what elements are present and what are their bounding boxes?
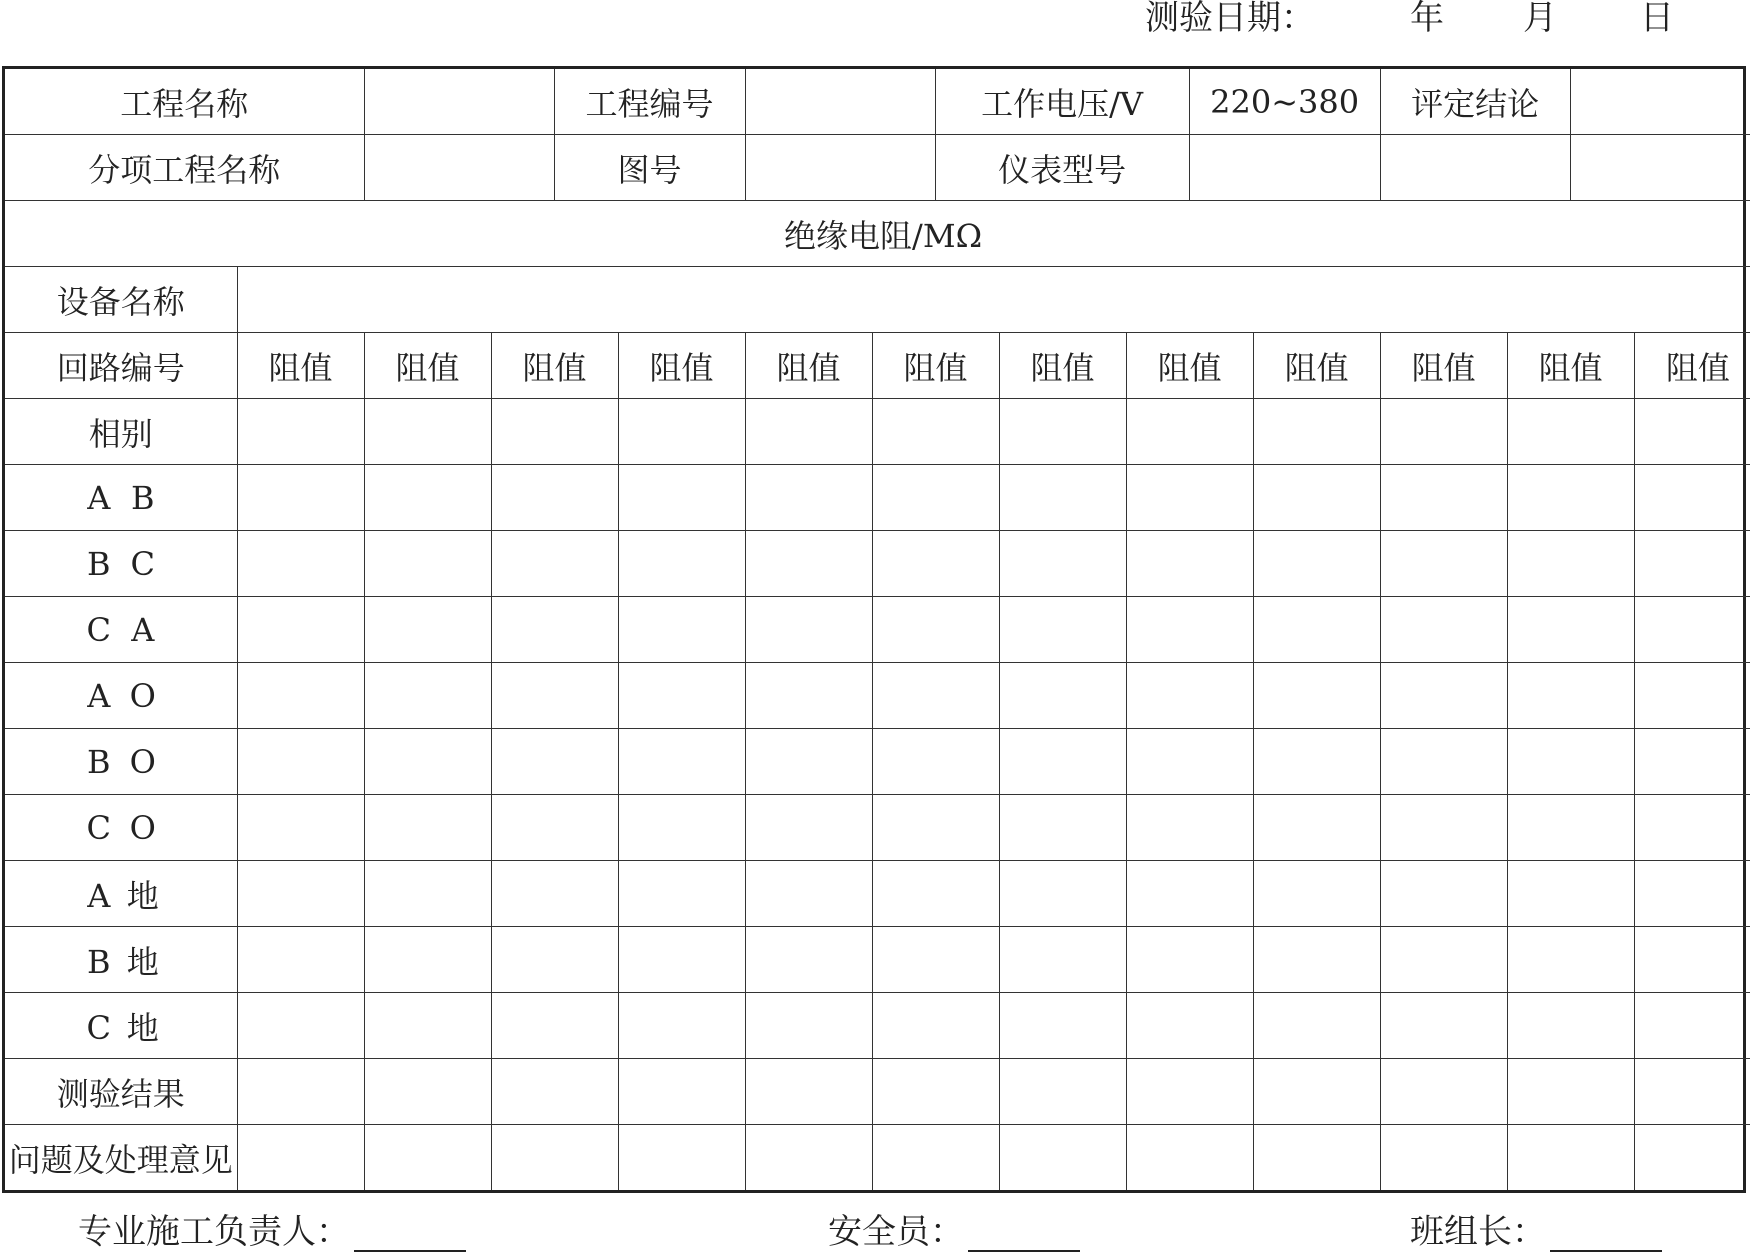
resistance-header-7: 阻值: [999, 333, 1126, 399]
phase-row-9-cell-5[interactable]: [745, 993, 872, 1059]
phase-row-2-cell-2[interactable]: [364, 531, 491, 597]
phase-row-8-cell-11[interactable]: [1507, 927, 1634, 993]
phase-row-8-cell-5[interactable]: [745, 927, 872, 993]
phase-row-1-cell-11[interactable]: [1507, 465, 1634, 531]
phase-row-7-cell-8[interactable]: [1126, 861, 1253, 927]
phase-row-8-cell-6[interactable]: [872, 927, 999, 993]
drawing-number-field[interactable]: [745, 135, 935, 201]
phase-row-3-cell-7[interactable]: [999, 597, 1126, 663]
phase-row-7-cell-2[interactable]: [364, 861, 491, 927]
phase-row-8-cell-10[interactable]: [1380, 927, 1507, 993]
supervisor-signature-blank[interactable]: [354, 1218, 466, 1252]
test-date-label: 测验日期：: [1145, 0, 1315, 38]
phase-row-9-cell-3[interactable]: [491, 993, 618, 1059]
phase-row-8-cell-1[interactable]: [237, 927, 364, 993]
meter-model-field-extra[interactable]: [1380, 135, 1570, 201]
issues-handling-cell-4[interactable]: [618, 1125, 745, 1191]
phase-label-row-cell-3[interactable]: [491, 399, 618, 465]
phase-from: C: [86, 808, 111, 847]
phase-row-8-cell-4[interactable]: [618, 927, 745, 993]
phase-row-3-cell-1[interactable]: [237, 597, 364, 663]
phase-row-5-cell-7[interactable]: [999, 729, 1126, 795]
phase-row-7-cell-6[interactable]: [872, 861, 999, 927]
phase-row-9-cell-10[interactable]: [1380, 993, 1507, 1059]
project-name-field[interactable]: [364, 69, 554, 135]
phase-row-4-cell-7[interactable]: [999, 663, 1126, 729]
phase-row-9-cell-9[interactable]: [1253, 993, 1380, 1059]
form-table: [5, 69, 1750, 1190]
equipment-row: [5, 267, 1750, 333]
test-result-cell-1[interactable]: [237, 1059, 364, 1125]
phase-row-3-cell-9[interactable]: [1253, 597, 1380, 663]
phase-row-3-cell-12[interactable]: [1634, 597, 1750, 663]
phase-pair-label: [5, 663, 237, 729]
phase-pair-label: [5, 795, 237, 861]
day-label: 日: [1640, 0, 1674, 38]
phase-row-9-cell-4[interactable]: [618, 993, 745, 1059]
phase-row-5-cell-2[interactable]: [364, 729, 491, 795]
phase-row-6-cell-10[interactable]: [1380, 795, 1507, 861]
test-result-cell-10[interactable]: [1380, 1059, 1507, 1125]
phase-row-6-cell-8[interactable]: [1126, 795, 1253, 861]
year-label: 年: [1410, 0, 1444, 38]
phase-row-4-cell-9[interactable]: [1253, 663, 1380, 729]
insulation-resistance-form: [2, 66, 1746, 1193]
test-result-cell-6[interactable]: [872, 1059, 999, 1125]
phase-row-4-cell-10[interactable]: [1380, 663, 1507, 729]
phase-row-7-cell-3[interactable]: [491, 861, 618, 927]
test-result-cell-3[interactable]: [491, 1059, 618, 1125]
voltage-value: 220~380: [1189, 69, 1380, 135]
phase-row-6-cell-6[interactable]: [872, 795, 999, 861]
test-result-cell-11[interactable]: [1507, 1059, 1634, 1125]
project-number-label: 工程编号: [554, 69, 745, 135]
issues-handling-cell-5[interactable]: [745, 1125, 872, 1191]
phase-pair-label: [5, 993, 237, 1059]
phase-pair-label: [5, 465, 237, 531]
phase-pair-label: [5, 729, 237, 795]
issues-handling-cell-2[interactable]: [364, 1125, 491, 1191]
phase-row-7-cell-11[interactable]: [1507, 861, 1634, 927]
conclusion-field-extra[interactable]: [1570, 135, 1750, 201]
phase-row-1-cell-9[interactable]: [1253, 465, 1380, 531]
phase-row-1-cell-6[interactable]: [872, 465, 999, 531]
phase-row: [5, 465, 1750, 531]
issues-handling-row: [5, 1125, 1750, 1191]
phase-label-row-cell-8[interactable]: [1126, 399, 1253, 465]
phase-row-5-cell-9[interactable]: [1253, 729, 1380, 795]
phase-row-1-cell-10[interactable]: [1380, 465, 1507, 531]
test-result-cell-7[interactable]: [999, 1059, 1126, 1125]
phase-row-8-cell-2[interactable]: [364, 927, 491, 993]
phase-label-row: [5, 399, 1750, 465]
info-row-2: [5, 135, 1750, 201]
phase-label-row-cell-5[interactable]: [745, 399, 872, 465]
phase-row-3-cell-3[interactable]: [491, 597, 618, 663]
test-result-label: 测验结果: [5, 1059, 237, 1125]
supervisor-label: 专业施工负责人：: [78, 1212, 350, 1252]
phase-row-4-cell-11[interactable]: [1507, 663, 1634, 729]
issues-handling-cell-8[interactable]: [1126, 1125, 1253, 1191]
test-result-cell-2[interactable]: [364, 1059, 491, 1125]
phase-row-6-cell-4[interactable]: [618, 795, 745, 861]
phase-row-5-cell-3[interactable]: [491, 729, 618, 795]
equipment-name-field[interactable]: [237, 267, 1750, 333]
phase-row-3-cell-10[interactable]: [1380, 597, 1507, 663]
phase-row-4-cell-6[interactable]: [872, 663, 999, 729]
month-label: 月: [1523, 0, 1557, 38]
phase-row-2-cell-4[interactable]: [618, 531, 745, 597]
phase-row-3-cell-5[interactable]: [745, 597, 872, 663]
phase-row-5-cell-5[interactable]: [745, 729, 872, 795]
team-leader-signature: [1410, 1212, 1662, 1252]
resistance-header-12: 阻值: [1634, 333, 1750, 399]
phase-from: A: [87, 676, 111, 715]
phase-row: [5, 597, 1750, 663]
phase-row-2-cell-5[interactable]: [745, 531, 872, 597]
safety-officer-label: 安全员：: [828, 1212, 964, 1252]
phase-row-4-cell-1[interactable]: [237, 663, 364, 729]
resistance-header-5: 阻值: [745, 333, 872, 399]
phase-label-row-cell-4[interactable]: [618, 399, 745, 465]
issues-handling-label: 问题及处理意见: [5, 1125, 237, 1191]
phase-row-9-cell-2[interactable]: [364, 993, 491, 1059]
phase-row-5-cell-12[interactable]: [1634, 729, 1750, 795]
phase-row-1-cell-7[interactable]: [999, 465, 1126, 531]
issues-handling-cell-6[interactable]: [872, 1125, 999, 1191]
phase-row: [5, 531, 1750, 597]
phase-label-row-cell-2[interactable]: [364, 399, 491, 465]
resistance-header-1: 阻值: [237, 333, 364, 399]
phase-label: 相别: [5, 399, 237, 465]
sub-project-field[interactable]: [364, 135, 554, 201]
issues-handling-cell-1[interactable]: [237, 1125, 364, 1191]
phase-label-row-cell-12[interactable]: [1634, 399, 1750, 465]
phase-row-7-cell-12[interactable]: [1634, 861, 1750, 927]
sub-project-label: 分项工程名称: [5, 135, 364, 201]
phase-row-4-cell-3[interactable]: [491, 663, 618, 729]
phase-row: [5, 927, 1750, 993]
phase-label-row-cell-10[interactable]: [1380, 399, 1507, 465]
phase-row-7-cell-10[interactable]: [1380, 861, 1507, 927]
section-title-row: [5, 201, 1750, 267]
phase-row-2-cell-10[interactable]: [1380, 531, 1507, 597]
issues-handling-cell-3[interactable]: [491, 1125, 618, 1191]
phase-pair-label: [5, 597, 237, 663]
test-result-cell-4[interactable]: [618, 1059, 745, 1125]
phase-row-9-cell-12[interactable]: [1634, 993, 1750, 1059]
phase-row-1-cell-1[interactable]: [237, 465, 364, 531]
team-leader-label: 班组长：: [1410, 1212, 1546, 1252]
phase-row-6-cell-2[interactable]: [364, 795, 491, 861]
phase-row-4-cell-4[interactable]: [618, 663, 745, 729]
phase-row-6-cell-12[interactable]: [1634, 795, 1750, 861]
phase-to: O: [129, 742, 156, 781]
phase-label-row-cell-1[interactable]: [237, 399, 364, 465]
test-result-cell-8[interactable]: [1126, 1059, 1253, 1125]
phase-row-3-cell-4[interactable]: [618, 597, 745, 663]
phase-row-9-cell-11[interactable]: [1507, 993, 1634, 1059]
phase-row-2-cell-9[interactable]: [1253, 531, 1380, 597]
phase-row-5-cell-4[interactable]: [618, 729, 745, 795]
resistance-header-9: 阻值: [1253, 333, 1380, 399]
project-number-field[interactable]: [745, 69, 935, 135]
safety-officer-signature-blank[interactable]: [968, 1218, 1080, 1252]
phase-row-2-cell-1[interactable]: [237, 531, 364, 597]
phase-label-row-cell-9[interactable]: [1253, 399, 1380, 465]
phase-from: C: [86, 610, 111, 649]
phase-to: O: [129, 676, 156, 715]
phase-row-9-cell-1[interactable]: [237, 993, 364, 1059]
phase-row: [5, 861, 1750, 927]
supervisor-signature: [78, 1212, 466, 1252]
phase-label-row-cell-11[interactable]: [1507, 399, 1634, 465]
phase-row-2-cell-11[interactable]: [1507, 531, 1634, 597]
phase-row-6-cell-7[interactable]: [999, 795, 1126, 861]
phase-row-1-cell-5[interactable]: [745, 465, 872, 531]
phase-row-4-cell-2[interactable]: [364, 663, 491, 729]
phase-row-5-cell-8[interactable]: [1126, 729, 1253, 795]
equipment-name-label: 设备名称: [5, 267, 237, 333]
phase-row-6-cell-1[interactable]: [237, 795, 364, 861]
issues-handling-cell-10[interactable]: [1380, 1125, 1507, 1191]
phase-label-row-cell-6[interactable]: [872, 399, 999, 465]
phase-row-4-cell-5[interactable]: [745, 663, 872, 729]
phase-row-7-cell-5[interactable]: [745, 861, 872, 927]
phase-row: [5, 729, 1750, 795]
phase-row-2-cell-12[interactable]: [1634, 531, 1750, 597]
phase-row-5-cell-11[interactable]: [1507, 729, 1634, 795]
issues-handling-cell-12[interactable]: [1634, 1125, 1750, 1191]
phase-row-6-cell-3[interactable]: [491, 795, 618, 861]
phase-row-2-cell-3[interactable]: [491, 531, 618, 597]
circuit-number-row: [5, 333, 1750, 399]
phase-row-1-cell-3[interactable]: [491, 465, 618, 531]
test-result-row: [5, 1059, 1750, 1125]
phase-row-5-cell-10[interactable]: [1380, 729, 1507, 795]
phase-row-9-cell-8[interactable]: [1126, 993, 1253, 1059]
phase-row-1-cell-8[interactable]: [1126, 465, 1253, 531]
phase-row-7-cell-7[interactable]: [999, 861, 1126, 927]
test-result-cell-9[interactable]: [1253, 1059, 1380, 1125]
phase-row-5-cell-1[interactable]: [237, 729, 364, 795]
test-result-cell-5[interactable]: [745, 1059, 872, 1125]
phase-row-4-cell-8[interactable]: [1126, 663, 1253, 729]
meter-model-field[interactable]: [1189, 135, 1380, 201]
safety-officer-signature: [828, 1212, 1080, 1252]
phase-row-6-cell-9[interactable]: [1253, 795, 1380, 861]
phase-row-2-cell-8[interactable]: [1126, 531, 1253, 597]
voltage-label: 工作电压/V: [935, 69, 1189, 135]
section-title: 绝缘电阻/MΩ: [5, 201, 1750, 267]
resistance-header-3: 阻值: [491, 333, 618, 399]
phase-row-4-cell-12[interactable]: [1634, 663, 1750, 729]
circuit-number-label: 回路编号: [5, 333, 237, 399]
phase-row-2-cell-7[interactable]: [999, 531, 1126, 597]
phase-from: C: [86, 1008, 111, 1047]
phase-row-1-cell-2[interactable]: [364, 465, 491, 531]
phase-row-5-cell-6[interactable]: [872, 729, 999, 795]
resistance-header-10: 阻值: [1380, 333, 1507, 399]
issues-handling-cell-9[interactable]: [1253, 1125, 1380, 1191]
phase-row-3-cell-11[interactable]: [1507, 597, 1634, 663]
phase-from: B: [86, 942, 111, 981]
phase-row-1-cell-4[interactable]: [618, 465, 745, 531]
phase-row-8-cell-9[interactable]: [1253, 927, 1380, 993]
phase-row-6-cell-11[interactable]: [1507, 795, 1634, 861]
phase-row-7-cell-1[interactable]: [237, 861, 364, 927]
phase-from: A: [87, 478, 111, 517]
phase-row: [5, 663, 1750, 729]
phase-from: B: [86, 742, 111, 781]
info-row-1: [5, 69, 1750, 135]
phase-row-2-cell-6[interactable]: [872, 531, 999, 597]
phase-row-9-cell-7[interactable]: [999, 993, 1126, 1059]
phase-row-8-cell-3[interactable]: [491, 927, 618, 993]
phase-label-row-cell-7[interactable]: [999, 399, 1126, 465]
conclusion-label: 评定结论: [1380, 69, 1570, 135]
project-name-label: 工程名称: [5, 69, 364, 135]
phase-row: [5, 993, 1750, 1059]
phase-row-8-cell-7[interactable]: [999, 927, 1126, 993]
conclusion-field[interactable]: [1570, 69, 1750, 135]
test-date-line: [1145, 0, 1705, 36]
resistance-header-8: 阻值: [1126, 333, 1253, 399]
phase-row-7-cell-4[interactable]: [618, 861, 745, 927]
phase-row-1-cell-12[interactable]: [1634, 465, 1750, 531]
phase-pair-label: [5, 927, 237, 993]
phase-pair-label: [5, 531, 237, 597]
test-result-cell-12[interactable]: [1634, 1059, 1750, 1125]
resistance-header-6: 阻值: [872, 333, 999, 399]
phase-row-7-cell-9[interactable]: [1253, 861, 1380, 927]
phase-pair-label: [5, 861, 237, 927]
phase-to: C: [130, 544, 155, 583]
phase-row-8-cell-8[interactable]: [1126, 927, 1253, 993]
drawing-number-label: 图号: [554, 135, 745, 201]
phase-to: O: [129, 808, 156, 847]
phase-from: B: [86, 544, 111, 583]
phase-to: A: [131, 610, 155, 649]
phase-row-8-cell-12[interactable]: [1634, 927, 1750, 993]
meter-model-label: 仪表型号: [935, 135, 1189, 201]
phase-row-6-cell-5[interactable]: [745, 795, 872, 861]
phase-to: 地: [126, 1008, 159, 1047]
phase-row-9-cell-6[interactable]: [872, 993, 999, 1059]
phase-row-3-cell-2[interactable]: [364, 597, 491, 663]
issues-handling-cell-7[interactable]: [999, 1125, 1126, 1191]
phase-to: B: [130, 478, 155, 517]
phase-from: A: [87, 876, 111, 915]
phase-row-3-cell-8[interactable]: [1126, 597, 1253, 663]
phase-to: 地: [126, 876, 159, 915]
phase-row-3-cell-6[interactable]: [872, 597, 999, 663]
phase-to: 地: [126, 942, 159, 981]
resistance-header-4: 阻值: [618, 333, 745, 399]
resistance-header-2: 阻值: [364, 333, 491, 399]
team-leader-signature-blank[interactable]: [1550, 1218, 1662, 1252]
resistance-header-11: 阻值: [1507, 333, 1634, 399]
issues-handling-cell-11[interactable]: [1507, 1125, 1634, 1191]
phase-row: [5, 795, 1750, 861]
